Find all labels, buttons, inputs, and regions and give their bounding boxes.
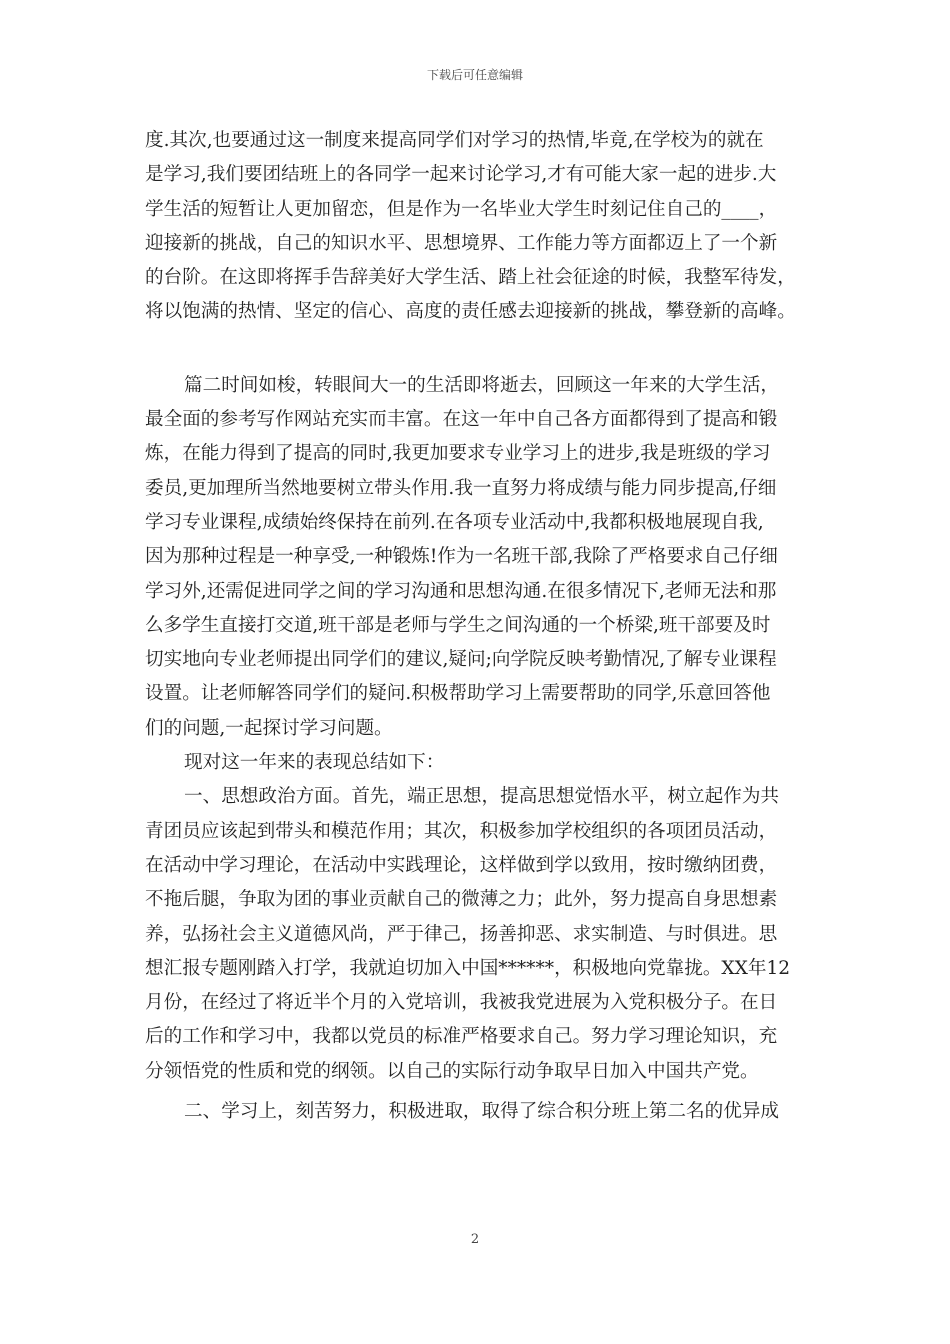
text-line: 将以饱满的热情、坚定的信心、高度的责任感去迎接新的挑战，攀登新的高峰。 bbox=[145, 301, 796, 323]
document-body bbox=[145, 124, 817, 1129]
text-line: 在活动中学习理论，在活动中实践理论，这样做到学以致用，按时缴纳团费， bbox=[145, 854, 778, 876]
text-line: 现对这一年来的表现总结如下： bbox=[184, 752, 445, 774]
text-line: 炼，在能力得到了提高的同时,我更加要求专业学习上的进步,我是班级的学习 bbox=[145, 443, 771, 465]
text-line: 们的问题,一起探讨学习问题。 bbox=[145, 717, 393, 739]
text-line: 不拖后腿，争取为团的事业贡献自己的微薄之力；此外，努力提高自身思想素 bbox=[145, 889, 778, 911]
text-line: 最全面的参考写作网站充实而丰富。在这一年中自己各方面都得到了提高和锻 bbox=[145, 409, 778, 431]
text-line: 二、学习上，刻苦努力，积极进取，取得了综合积分班上第二名的优异成 bbox=[184, 1101, 780, 1123]
text-line: 学习专业课程,成绩始终保持在前列.在各项专业活动中,我都积极地展现自我, bbox=[145, 511, 764, 533]
text-line: 青团员应该起到带头和模范作用；其次，积极参加学校组织的各项团员活动， bbox=[145, 820, 778, 842]
text-line: 一、思想政治方面。首先，端正思想，提高思想觉悟水平，树立起作为共 bbox=[184, 786, 780, 808]
text-line: 想汇报专题刚踏入打学，我就迫切加入中国******，积极地向党靠拢。XX年12 bbox=[145, 957, 791, 979]
text-line: 迎接新的挑战，自己的知识水平、思想境界、工作能力等方面都迈上了一个新 bbox=[145, 232, 778, 254]
text-line: 养，弘扬社会主义道德风尚，严于律己，扬善抑恶、求实制造、与时俱进。思 bbox=[145, 923, 778, 945]
text-line: 是学习,我们要团结班上的各同学一起来讨论学习,才有可能大家一起的进步.大 bbox=[145, 164, 777, 186]
text-line: 设置。让老师解答同学们的疑问.积极帮助学习上需要帮助的同学,乐意回答他 bbox=[145, 683, 771, 705]
text-line: 学生活的短暂让人更加留恋，但是作为一名毕业大学生时刻记住自己的____， bbox=[145, 198, 778, 220]
text-line: 篇二时间如梭，转眼间大一的生活即将逝去，回顾这一年来的大学生活， bbox=[184, 374, 780, 396]
text-line: 度.其次,也要通过这一制度来提高同学们对学习的热情,毕竟,在学校为的就在 bbox=[145, 130, 764, 151]
paragraph-ideology bbox=[145, 780, 817, 1089]
paragraph-gap bbox=[145, 330, 817, 369]
text-line: 分领悟党的性质和党的纲领。以自己的实际行动争取早日加入中国共产党。 bbox=[145, 1060, 759, 1082]
paragraph-summary-intro bbox=[145, 746, 817, 780]
paragraph-continuation bbox=[145, 124, 817, 330]
text-line: 学习外,还需促进同学之间的学习沟通和思想沟通.在很多情况下,老师无法和那 bbox=[145, 580, 777, 602]
text-line: 么多学生直接打交道,班干部是老师与学生之间沟通的一个桥梁,班干部要及时 bbox=[145, 614, 771, 636]
text-line: 切实地向专业老师提出同学们的建议,疑问;向学院反映考勤情况,了解专业课程 bbox=[145, 649, 777, 671]
text-line: 后的工作和学习中，我都以党员的标准严格要求自己。努力学习理论知识，充 bbox=[145, 1026, 778, 1048]
paragraph-study bbox=[145, 1095, 817, 1129]
page-header: 下载后可任意编辑 bbox=[426, 68, 523, 82]
text-line: 的台阶。在这即将挥手告辞美好大学生活、踏上社会征途的时候，我整军待发， bbox=[145, 267, 796, 289]
text-line: 委员,更加理所当然地要树立带头作用.我一直努力将成绩与能力同步提高,仔细 bbox=[145, 477, 777, 499]
text-line: 月份，在经过了将近半个月的入党培训，我被我党进展为入党积极分子。在日 bbox=[145, 992, 778, 1014]
page-number: 2 bbox=[470, 1232, 480, 1247]
paragraph-part-two bbox=[145, 369, 817, 746]
text-line: 因为那种过程是一种享受,一种锻炼!作为一名班干部,我除了严格要求自己仔细 bbox=[145, 546, 778, 568]
